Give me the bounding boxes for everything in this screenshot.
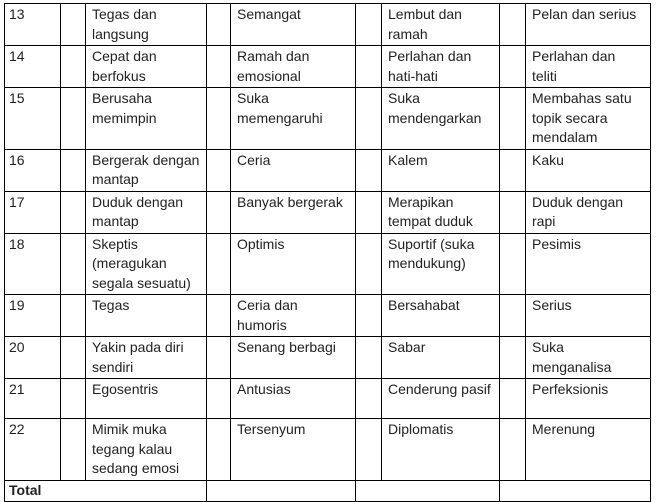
trait-cell: Serius xyxy=(526,295,651,337)
mark-cell[interactable] xyxy=(356,379,382,419)
trait-cell: Pesimis xyxy=(526,233,651,295)
trait-cell: Mimik muka tegang kalau sedang emosi xyxy=(86,419,207,481)
mark-cell[interactable] xyxy=(61,295,86,337)
trait-cell: Optimis xyxy=(231,233,356,295)
trait-cell: Banyak bergerak xyxy=(231,191,356,233)
table-row xyxy=(5,419,651,481)
mark-cell[interactable] xyxy=(61,379,86,419)
total-row xyxy=(5,480,651,501)
trait-cell: Cepat dan berfokus xyxy=(86,46,207,88)
trait-cell: Suka menganalisa xyxy=(526,337,651,379)
total-label: Total xyxy=(5,480,207,501)
trait-cell: Bersahabat xyxy=(382,295,500,337)
mark-cell[interactable] xyxy=(207,149,231,191)
mark-cell[interactable] xyxy=(500,88,526,150)
mark-cell[interactable] xyxy=(500,379,526,419)
trait-cell: Suportif (suka mendukung) xyxy=(382,233,500,295)
mark-cell[interactable] xyxy=(61,337,86,379)
row-number: 18 xyxy=(5,233,61,295)
trait-cell: Tegas dan langsung xyxy=(86,4,207,46)
trait-cell: Ceria xyxy=(231,149,356,191)
mark-cell[interactable] xyxy=(500,337,526,379)
trait-cell: Duduk dengan mantap xyxy=(86,191,207,233)
trait-cell: Pelan dan serius xyxy=(526,4,651,46)
trait-cell: Egosentris xyxy=(86,379,207,419)
trait-cell: Perlahan dan teliti xyxy=(526,46,651,88)
trait-cell: Diplomatis xyxy=(382,419,500,481)
trait-cell: Antusias xyxy=(231,379,356,419)
trait-cell: Ramah dan emosional xyxy=(231,46,356,88)
mark-cell[interactable] xyxy=(207,419,231,481)
mark-cell[interactable] xyxy=(61,4,86,46)
mark-cell[interactable] xyxy=(500,4,526,46)
mark-cell[interactable] xyxy=(207,233,231,295)
table-row xyxy=(5,88,651,150)
mark-cell[interactable] xyxy=(61,191,86,233)
row-number: 20 xyxy=(5,337,61,379)
row-number: 15 xyxy=(5,88,61,150)
mark-cell[interactable] xyxy=(356,46,382,88)
trait-cell: Lembut dan ramah xyxy=(382,4,500,46)
mark-cell[interactable] xyxy=(207,4,231,46)
trait-cell: Semangat xyxy=(231,4,356,46)
row-number: 21 xyxy=(5,379,61,419)
table-row xyxy=(5,337,651,379)
mark-cell[interactable] xyxy=(61,46,86,88)
mark-cell[interactable] xyxy=(356,149,382,191)
trait-cell: Membahas satu topik secara mendalam xyxy=(526,88,651,150)
trait-cell: Merenung xyxy=(526,419,651,481)
mark-cell[interactable] xyxy=(500,149,526,191)
mark-cell[interactable] xyxy=(356,295,382,337)
trait-cell: Bergerak dengan mantap xyxy=(86,149,207,191)
trait-cell: Skeptis (meragukan segala sesuatu) xyxy=(86,233,207,295)
table-row xyxy=(5,379,651,419)
trait-cell: Tersenyum xyxy=(231,419,356,481)
mark-cell[interactable] xyxy=(500,191,526,233)
row-number: 17 xyxy=(5,191,61,233)
table-row xyxy=(5,233,651,295)
trait-cell: Sabar xyxy=(382,337,500,379)
mark-cell[interactable] xyxy=(207,88,231,150)
mark-cell[interactable] xyxy=(61,233,86,295)
trait-cell: Suka mendengarkan xyxy=(382,88,500,150)
row-number: 22 xyxy=(5,419,61,481)
trait-cell: Cenderung pasif xyxy=(382,379,500,419)
mark-cell[interactable] xyxy=(61,419,86,481)
trait-cell: Yakin pada diri sendiri xyxy=(86,337,207,379)
table-row xyxy=(5,4,651,46)
mark-cell[interactable] xyxy=(61,149,86,191)
row-number: 14 xyxy=(5,46,61,88)
trait-cell: Senang berbagi xyxy=(231,337,356,379)
mark-cell[interactable] xyxy=(356,88,382,150)
mark-cell[interactable] xyxy=(356,419,382,481)
table-row xyxy=(5,191,651,233)
mark-cell[interactable] xyxy=(207,379,231,419)
total-cell[interactable] xyxy=(356,480,500,501)
table-row xyxy=(5,46,651,88)
trait-cell: Ceria dan humoris xyxy=(231,295,356,337)
trait-cell: Suka memengaruhi xyxy=(231,88,356,150)
row-number: 19 xyxy=(5,295,61,337)
mark-cell[interactable] xyxy=(207,191,231,233)
trait-cell: Tegas xyxy=(86,295,207,337)
mark-cell[interactable] xyxy=(61,88,86,150)
table-row xyxy=(5,149,651,191)
mark-cell[interactable] xyxy=(356,233,382,295)
row-number: 16 xyxy=(5,149,61,191)
trait-cell: Duduk dengan rapi xyxy=(526,191,651,233)
mark-cell[interactable] xyxy=(500,419,526,481)
trait-cell: Perlahan dan hati-hati xyxy=(382,46,500,88)
mark-cell[interactable] xyxy=(207,46,231,88)
trait-cell: Merapikan tempat duduk xyxy=(382,191,500,233)
trait-cell: Perfeksionis xyxy=(526,379,651,419)
total-cell[interactable] xyxy=(500,480,651,501)
trait-cell: Kalem xyxy=(382,149,500,191)
mark-cell[interactable] xyxy=(500,46,526,88)
mark-cell[interactable] xyxy=(207,337,231,379)
mark-cell[interactable] xyxy=(500,233,526,295)
mark-cell[interactable] xyxy=(356,191,382,233)
mark-cell[interactable] xyxy=(207,295,231,337)
total-cell[interactable] xyxy=(207,480,356,501)
table-row xyxy=(5,295,651,337)
personality-table xyxy=(4,3,651,502)
mark-cell[interactable] xyxy=(356,4,382,46)
row-number: 13 xyxy=(5,4,61,46)
mark-cell[interactable] xyxy=(500,295,526,337)
mark-cell[interactable] xyxy=(356,337,382,379)
trait-cell: Berusaha memimpin xyxy=(86,88,207,150)
trait-cell: Kaku xyxy=(526,149,651,191)
